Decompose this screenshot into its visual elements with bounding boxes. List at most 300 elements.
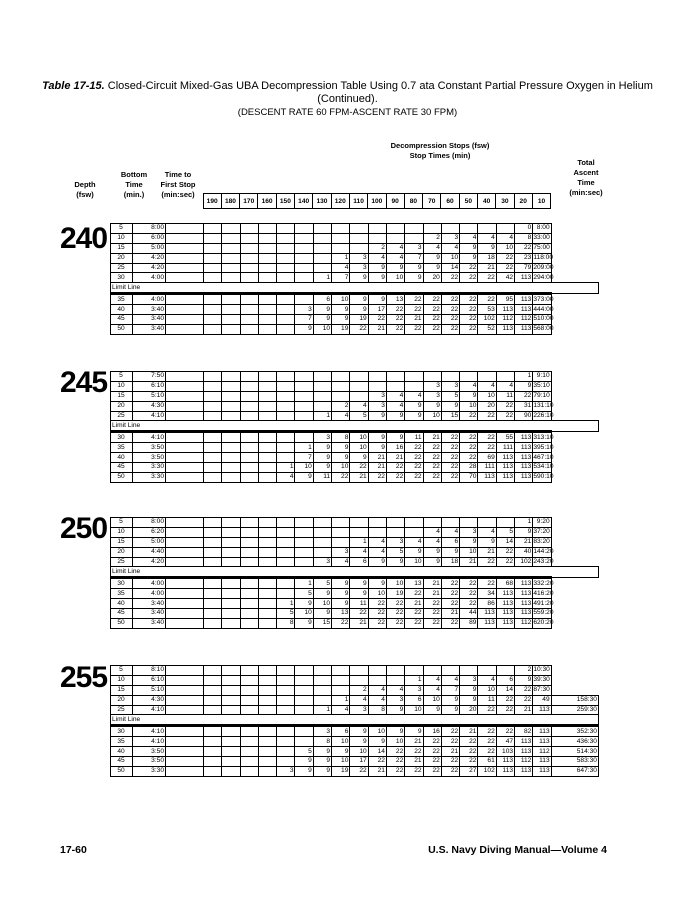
stop-time-cell: 113 (496, 757, 514, 767)
table-row (111, 443, 599, 453)
bottom-time-cell: 30 (111, 726, 133, 737)
stop-time-cell (166, 411, 204, 421)
stop-time-cell: 10 (478, 685, 496, 695)
stop-time-cell: 70 (460, 472, 478, 482)
stop-time-cell (405, 518, 423, 528)
bottom-time-cell: 5 (111, 666, 133, 676)
stop-time-cell: 5 (496, 527, 514, 537)
stop-time-cell: 22 (460, 453, 478, 463)
stop-time-cell: 22 (405, 294, 423, 305)
stop-time-cell: 9 (313, 747, 331, 757)
stop-time-cell: 21 (478, 547, 496, 557)
stop-time-cell (386, 224, 404, 234)
bottom-time-cell: 40 (111, 599, 133, 609)
stop-time-cell (295, 273, 313, 283)
stop-time-cell (258, 391, 276, 401)
stop-time-cell: 102 (515, 557, 533, 567)
stop-time-cell (240, 315, 258, 325)
stop-time-cell: 113 (515, 453, 533, 463)
table-row (111, 547, 599, 557)
stop-time-cell (313, 224, 331, 234)
stop-time-cell: 11 (405, 432, 423, 443)
stop-time-cell: 22 (460, 294, 478, 305)
stop-time-cell: 44 (460, 609, 478, 619)
stop-time-cell (277, 243, 295, 253)
time-to-first-stop-cell: 3:40 (133, 599, 166, 609)
stop-time-cell: 4 (496, 381, 514, 391)
stop-time-cell: 90 (515, 411, 533, 421)
stop-time-cell: 113 (496, 324, 514, 334)
stop-time-cell: 4 (332, 263, 350, 273)
stop-time-cell: 9 (460, 391, 478, 401)
stop-time-cell (204, 599, 222, 609)
stop-time-cell (240, 305, 258, 315)
stop-time-cell: 9 (313, 305, 331, 315)
stop-time-cell (222, 411, 240, 421)
limit-line-label: Limit Line (111, 567, 204, 578)
stop-time-cell: 21 (441, 747, 459, 757)
stop-time-cell (295, 737, 313, 747)
table-title (40, 80, 655, 119)
stop-time-cell (204, 705, 222, 715)
stop-time-cell (295, 695, 313, 705)
stop-time-cell: 22 (386, 609, 404, 619)
stop-time-cell: 9 (313, 315, 331, 325)
stop-time-cell (441, 372, 459, 382)
total-ascent-cell: 33:00 (533, 234, 550, 242)
table-row (111, 609, 599, 619)
stop-time-cell: 22 (332, 472, 350, 482)
stop-time-cell: 4 (368, 537, 386, 547)
stop-time-cell: 19 (332, 324, 350, 334)
stop-time-cell: 2 (332, 401, 350, 411)
stop-time-cell (295, 381, 313, 391)
stop-time-cell: 10 (478, 391, 496, 401)
manual-title: U.S. Navy Diving Manual—Volume 4 (428, 844, 607, 856)
stop-time-cell (460, 372, 478, 382)
stop-time-cell: 4 (368, 685, 386, 695)
stop-time-cell: 4 (405, 537, 423, 547)
total-ascent-cell: 35:10 (533, 382, 550, 390)
limit-line-label: Limit Line (111, 715, 204, 726)
stop-time-cell: 9 (350, 589, 368, 599)
time-to-first-stop-cell: 3:40 (133, 618, 166, 628)
stop-time-cell: 3 (350, 253, 368, 263)
stop-time-cell: 22 (350, 766, 368, 776)
stop-time-cell (405, 372, 423, 382)
stop-time-cell (277, 589, 295, 599)
stop-time-cell: 22 (423, 737, 441, 747)
stop-time-cell (368, 666, 386, 676)
table-row (111, 518, 599, 528)
stop-time-cell (166, 578, 204, 589)
stop-time-cell: 22 (515, 391, 533, 401)
stop-time-cell (386, 233, 404, 243)
stop-time-cell: 9 (441, 547, 459, 557)
stop-time-cell (258, 411, 276, 421)
table-row (111, 411, 599, 421)
stop-time-cell (386, 675, 404, 685)
stop-time-cell (277, 273, 295, 283)
stop-time-cell: 22 (441, 273, 459, 283)
stop-time-cell (204, 589, 222, 599)
table-row (111, 432, 599, 443)
stop-time-cell (204, 233, 222, 243)
time-to-first-stop-cell: 6:10 (133, 675, 166, 685)
stop-depth-header: 100 (368, 194, 386, 209)
stop-time-cell: 9 (313, 463, 331, 473)
limit-line-label: Limit Line (111, 421, 204, 432)
stop-time-cell: 22 (423, 472, 441, 482)
total-ascent-cell: 9:20 (533, 518, 551, 528)
stop-time-cell: 22 (478, 726, 496, 737)
stop-time-cell: 9 (368, 443, 386, 453)
stop-time-cell: 4 (423, 537, 441, 547)
stop-time-cell (313, 518, 331, 528)
stop-time-cell (166, 463, 204, 473)
stop-time-cell: 22 (405, 324, 423, 334)
stop-time-cell: 21 (423, 432, 441, 443)
stop-time-cell (258, 381, 276, 391)
stop-time-cell (166, 685, 204, 695)
stop-time-cell: 68 (496, 578, 514, 589)
stop-time-cell: 9 (423, 705, 441, 715)
stop-time-cell: 9 (405, 726, 423, 737)
total-ascent-cell: 226:10 (533, 412, 554, 419)
stop-time-cell (222, 401, 240, 411)
stop-time-cell (258, 453, 276, 463)
time-to-first-stop-cell: 8:00 (133, 224, 166, 234)
stop-time-cell: 19 (350, 315, 368, 325)
stop-time-cell: 21 (405, 599, 423, 609)
stop-time-cell (295, 537, 313, 547)
total-ascent-cell: 209:00 (533, 264, 554, 271)
stop-time-cell (240, 233, 258, 243)
stop-time-cell (222, 233, 240, 243)
stop-time-cell (277, 372, 295, 382)
stop-time-cell (204, 547, 222, 557)
time-to-first-stop-cell: 6:10 (133, 381, 166, 391)
stop-time-cell (405, 381, 423, 391)
stop-depth-header: 190 (203, 194, 221, 209)
stop-time-cell: 9 (478, 537, 496, 547)
stop-time-cell: 22 (405, 453, 423, 463)
stop-time-cell (350, 233, 368, 243)
stop-time-cell (166, 618, 204, 628)
stop-time-cell (204, 305, 222, 315)
stop-time-cell (222, 381, 240, 391)
stop-time-cell: 22 (496, 401, 514, 411)
stop-time-cell: 4 (350, 695, 368, 705)
stop-time-cell: 113 (496, 599, 514, 609)
stop-time-cell: 9 (423, 547, 441, 557)
stop-time-cell: 20 (478, 401, 496, 411)
stop-time-cell (478, 518, 496, 528)
bottom-time-cell: 45 (111, 463, 133, 473)
stop-time-cell: 9 (386, 263, 404, 273)
table-row (111, 685, 599, 695)
stop-time-cell (222, 443, 240, 453)
stop-time-cell: 9 (350, 273, 368, 283)
table-number: Table 17-15. (42, 80, 105, 92)
stop-time-cell (258, 766, 276, 776)
stop-time-cell (277, 443, 295, 453)
stop-time-cell: 22 (441, 737, 459, 747)
total-ascent-cell: 294:00 (533, 273, 554, 281)
stop-time-cell (204, 609, 222, 619)
stop-time-cell (258, 747, 276, 757)
stop-time-cell: 1 (515, 372, 533, 382)
time-to-first-stop-cell: 4:10 (133, 737, 166, 747)
stop-time-cell (240, 518, 258, 528)
stop-time-cell: 22 (386, 757, 404, 767)
stop-time-cell (277, 737, 295, 747)
stop-time-cell: 4 (350, 401, 368, 411)
stop-time-cell: 4 (478, 381, 496, 391)
stop-time-cell (222, 263, 240, 273)
stop-time-cell: 112 (515, 757, 533, 767)
total-ascent-cell: 75:00 (533, 244, 550, 252)
stop-time-cell: 21 (368, 463, 386, 473)
total-ascent-cell: 534:10 (533, 463, 554, 471)
stop-time-cell (332, 233, 350, 243)
stop-time-cell: 22 (441, 453, 459, 463)
stop-time-cell: 9 (460, 695, 478, 705)
stop-time-cell: 9 (332, 747, 350, 757)
stop-time-cell (277, 411, 295, 421)
stop-time-cell (295, 527, 313, 537)
stop-time-cell: 9 (515, 381, 533, 391)
stop-time-cell: 22 (441, 443, 459, 453)
stop-time-cell: 22 (423, 599, 441, 609)
stop-time-cell (313, 537, 331, 547)
stop-time-cell (258, 305, 276, 315)
stop-time-cell: 9 (460, 685, 478, 695)
stop-time-cell (277, 315, 295, 325)
total-ascent-cell: 514:30 (551, 747, 598, 757)
stop-time-cell: 22 (478, 737, 496, 747)
stop-time-cell (204, 726, 222, 737)
stop-time-cell: 1 (277, 599, 295, 609)
bottom-time-cell: 20 (111, 401, 133, 411)
stop-time-cell: 103 (496, 747, 514, 757)
stop-time-cell: 22 (460, 263, 478, 273)
stop-time-cell: 4 (441, 675, 459, 685)
stop-time-cell: 113 (515, 609, 533, 619)
stop-time-cell: 9 (386, 726, 404, 737)
stop-time-cell (258, 253, 276, 263)
bottom-time-cell: 20 (111, 547, 133, 557)
limit-line-row (111, 421, 599, 432)
stop-time-cell: 19 (386, 589, 404, 599)
stop-time-cell (350, 518, 368, 528)
stop-time-cell (332, 675, 350, 685)
stop-time-cell: 3 (423, 391, 441, 401)
stop-time-cell: 9 (423, 263, 441, 273)
time-to-first-stop-cell: 4:00 (133, 589, 166, 599)
stop-time-cell (204, 411, 222, 421)
stop-time-cell (386, 666, 404, 676)
stop-time-cell (258, 432, 276, 443)
table-subtitle: (DESCENT RATE 60 FPM-ASCENT RATE 30 FPM) (237, 107, 458, 118)
stop-time-cell: 22 (460, 757, 478, 767)
stop-time-cell (204, 243, 222, 253)
stop-time-cell: 22 (478, 747, 496, 757)
total-ascent-cell: 9:10 (533, 372, 551, 382)
stop-time-cell: 1 (313, 273, 331, 283)
stop-time-cell (496, 372, 514, 382)
stop-time-cell (240, 472, 258, 482)
stop-time-cell: 22 (441, 324, 459, 334)
stop-time-cell (313, 695, 331, 705)
stop-time-cell: 113 (515, 589, 533, 599)
stop-time-cell (368, 224, 386, 234)
stop-time-cell: 113 (533, 737, 551, 747)
limit-line-label: Limit Line (111, 283, 204, 294)
stop-time-cell (368, 527, 386, 537)
stop-time-cell (166, 726, 204, 737)
stop-time-cell: 4 (478, 527, 496, 537)
time-to-first-stop-cell: 3:40 (133, 305, 166, 315)
limit-line-row (111, 567, 599, 578)
stop-time-cell: 4 (368, 695, 386, 705)
stop-time-cell: 1 (332, 695, 350, 705)
stop-time-cell: 22 (441, 589, 459, 599)
time-to-first-stop-cell: 3:50 (133, 757, 166, 767)
stop-time-cell: 22 (386, 315, 404, 325)
stop-time-cell (277, 253, 295, 263)
stop-time-cell (222, 747, 240, 757)
stop-time-cell (222, 737, 240, 747)
stop-time-cell: 10 (386, 578, 404, 589)
stop-time-cell (277, 432, 295, 443)
stop-time-cell: 22 (478, 443, 496, 453)
stop-time-cell (295, 372, 313, 382)
stop-time-cell (166, 557, 204, 567)
stop-depth-header: 20 (514, 194, 532, 209)
stop-time-cell: 10 (460, 547, 478, 557)
stop-time-cell: 7 (295, 453, 313, 463)
stop-time-cell: 22 (386, 472, 404, 482)
stop-time-cell (423, 666, 441, 676)
bottom-time-cell: 25 (111, 557, 133, 567)
stop-time-cell: 22 (478, 705, 496, 715)
stop-time-cell: 40 (515, 547, 533, 557)
stop-time-cell (258, 685, 276, 695)
stop-time-cell (222, 547, 240, 557)
stop-time-cell: 19 (332, 766, 350, 776)
total-ascent-cell: 144:20 (533, 548, 554, 556)
stop-time-cell (277, 518, 295, 528)
stop-depth-header: 120 (331, 194, 349, 209)
total-ascent-cell: 158:30 (551, 695, 598, 705)
stop-time-cell (295, 391, 313, 401)
stop-time-cell: 3 (368, 401, 386, 411)
stop-time-cell (350, 675, 368, 685)
stop-time-cell: 10 (332, 737, 350, 747)
bottom-time-cell: 35 (111, 737, 133, 747)
stop-time-cell (166, 747, 204, 757)
stop-time-cell: 21 (368, 766, 386, 776)
time-to-first-stop-cell: 6:20 (133, 527, 166, 537)
bottom-time-cell: 20 (111, 253, 133, 263)
stop-time-cell (204, 443, 222, 453)
table-row (111, 243, 599, 253)
stop-time-cell: 4 (386, 253, 404, 263)
bottom-time-cell: 25 (111, 705, 133, 715)
stop-time-cell (332, 537, 350, 547)
stop-time-cell (277, 666, 295, 676)
stop-time-cell: 4 (423, 527, 441, 537)
stop-time-cell: 113 (496, 463, 514, 473)
stop-time-cell: 22 (460, 589, 478, 599)
bottom-time-cell: 5 (111, 372, 133, 382)
stop-time-cell: 22 (496, 263, 514, 273)
stop-time-cell (295, 294, 313, 305)
stop-time-cell (277, 537, 295, 547)
stop-time-cell (240, 432, 258, 443)
stop-time-cell (313, 381, 331, 391)
stop-time-cell: 3 (441, 233, 459, 243)
stop-time-cell: 9 (295, 766, 313, 776)
time-to-first-stop-cell: 3:30 (133, 463, 166, 473)
stop-time-cell: 3 (405, 243, 423, 253)
stop-time-cell (222, 305, 240, 315)
stop-time-cell: 9 (460, 537, 478, 547)
stop-time-cell (240, 224, 258, 234)
stop-time-cell (166, 518, 204, 528)
table-row (111, 557, 599, 567)
total-ascent-cell: 259:30 (551, 705, 598, 715)
stop-time-cell: 4 (368, 547, 386, 557)
stop-time-cell: 22 (460, 578, 478, 589)
stop-time-cell: 9 (386, 411, 404, 421)
stop-time-cell: 5 (313, 578, 331, 589)
stop-time-cell: 22 (386, 305, 404, 315)
stop-time-cell: 9 (332, 443, 350, 453)
stop-time-cell: 113 (515, 737, 533, 747)
time-to-first-stop-cell: 7:50 (133, 372, 166, 382)
stop-time-cell: 9 (295, 757, 313, 767)
stop-time-cell (295, 224, 313, 234)
time-to-first-stop-cell: 8:00 (133, 518, 166, 528)
stop-time-cell (166, 443, 204, 453)
stop-time-cell (277, 305, 295, 315)
stop-time-cell: 22 (478, 557, 496, 567)
stop-time-cell (166, 253, 204, 263)
stop-time-cell: 86 (478, 599, 496, 609)
stop-time-cell (204, 324, 222, 334)
stop-time-cell (405, 527, 423, 537)
stop-time-cell: 9 (405, 263, 423, 273)
bottom-time-cell: 15 (111, 685, 133, 695)
stop-time-cell (496, 518, 514, 528)
stop-time-cell (277, 324, 295, 334)
stop-time-cell: 4 (460, 381, 478, 391)
stop-time-cell (313, 253, 331, 263)
stop-time-cell (258, 527, 276, 537)
time-to-first-stop-cell: 4:10 (133, 705, 166, 715)
stop-time-cell (204, 675, 222, 685)
total-ascent-cell: 444:00 (533, 305, 554, 313)
bottom-time-cell: 40 (111, 747, 133, 757)
stop-time-cell: 4 (423, 243, 441, 253)
stop-time-cell: 3 (405, 685, 423, 695)
stop-time-cell: 112 (496, 315, 514, 325)
stop-time-cell: 4 (368, 253, 386, 263)
stop-time-cell (240, 253, 258, 263)
stop-time-cell: 1 (295, 443, 313, 453)
